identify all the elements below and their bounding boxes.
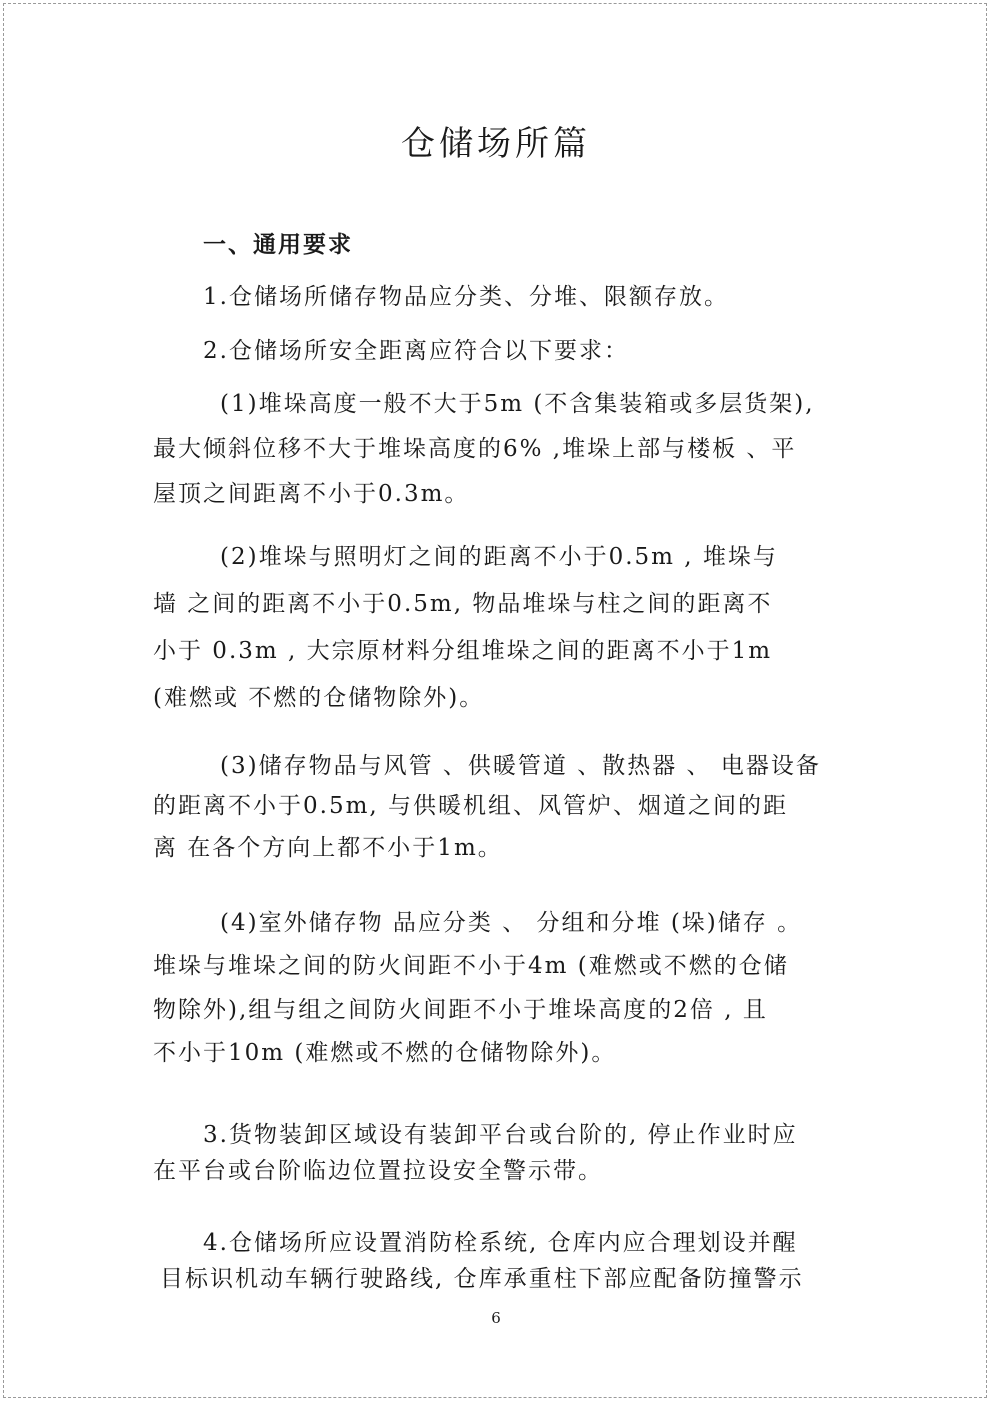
paragraph-line: 墙 之间的距离不小于0.5m, 物品堆垛与柱之间的距离不 [153,591,773,617]
paragraph-line: (1)堆垛高度一般不大于5m (不含集装箱或多层货架), [220,391,815,417]
paragraph-line: 离 在各个方向上都不小于1m。 [153,835,503,861]
paragraph-line: 小于 0.3m , 大宗原材料分组堆垛之间的距离不小于1m [153,638,773,664]
paragraph-line: 1.仓储场所储存物品应分类、分堆、限额存放。 [203,284,729,310]
paragraph-line: 3.货物装卸区域设有装卸平台或台阶的, 停止作业时应 [203,1122,798,1148]
paragraph-line: 堆垛与堆垛之间的防火间距不小于4m (难燃或不燃的仓储 [153,953,789,979]
paragraph-line: 的距离不小于0.5m, 与供暖机组、风管炉、烟道之间的距 [153,793,789,819]
paragraph-line: (难燃或 不燃的仓储物除外)。 [153,685,485,711]
page-border [3,3,987,1398]
paragraph-line: 不小于10m (难燃或不燃的仓储物除外)。 [153,1040,617,1066]
paragraph-line: (2)堆垛与照明灯之间的距离不小于0.5m , 堆垛与 [220,544,778,570]
paragraph-line: 目标识机动车辆行驶路线, 仓库承重柱下部应配备防撞警示 [160,1266,804,1292]
paragraph-line: 在平台或台阶临边位置拉设安全警示带。 [153,1158,603,1184]
paragraph-line: (4)室外储存物 品应分类 、 分组和分堆 (垛)储存 。 [220,910,803,936]
paragraph-line: (3)储存物品与风管 、供暖管道 、散热器 、 电器设备 [220,753,821,779]
page-title: 仓储场所篇 [401,124,591,164]
page-number: 6 [491,1309,501,1327]
paragraph-line: 4.仓储场所应设置消防栓系统, 仓库内应合理划设并醒 [203,1230,798,1256]
section-heading: 一、通用要求 [203,231,353,258]
paragraph-line: 屋顶之间距离不小于0.3m。 [153,481,470,507]
paragraph-line: 2.仓储场所安全距离应符合以下要求： [203,338,629,364]
paragraph-line: 最大倾斜位移不大于堆垛高度的6% ,堆垛上部与楼板 、平 [153,436,797,462]
paragraph-line: 物除外),组与组之间防火间距不小于堆垛高度的2倍 , 且 [153,997,768,1023]
